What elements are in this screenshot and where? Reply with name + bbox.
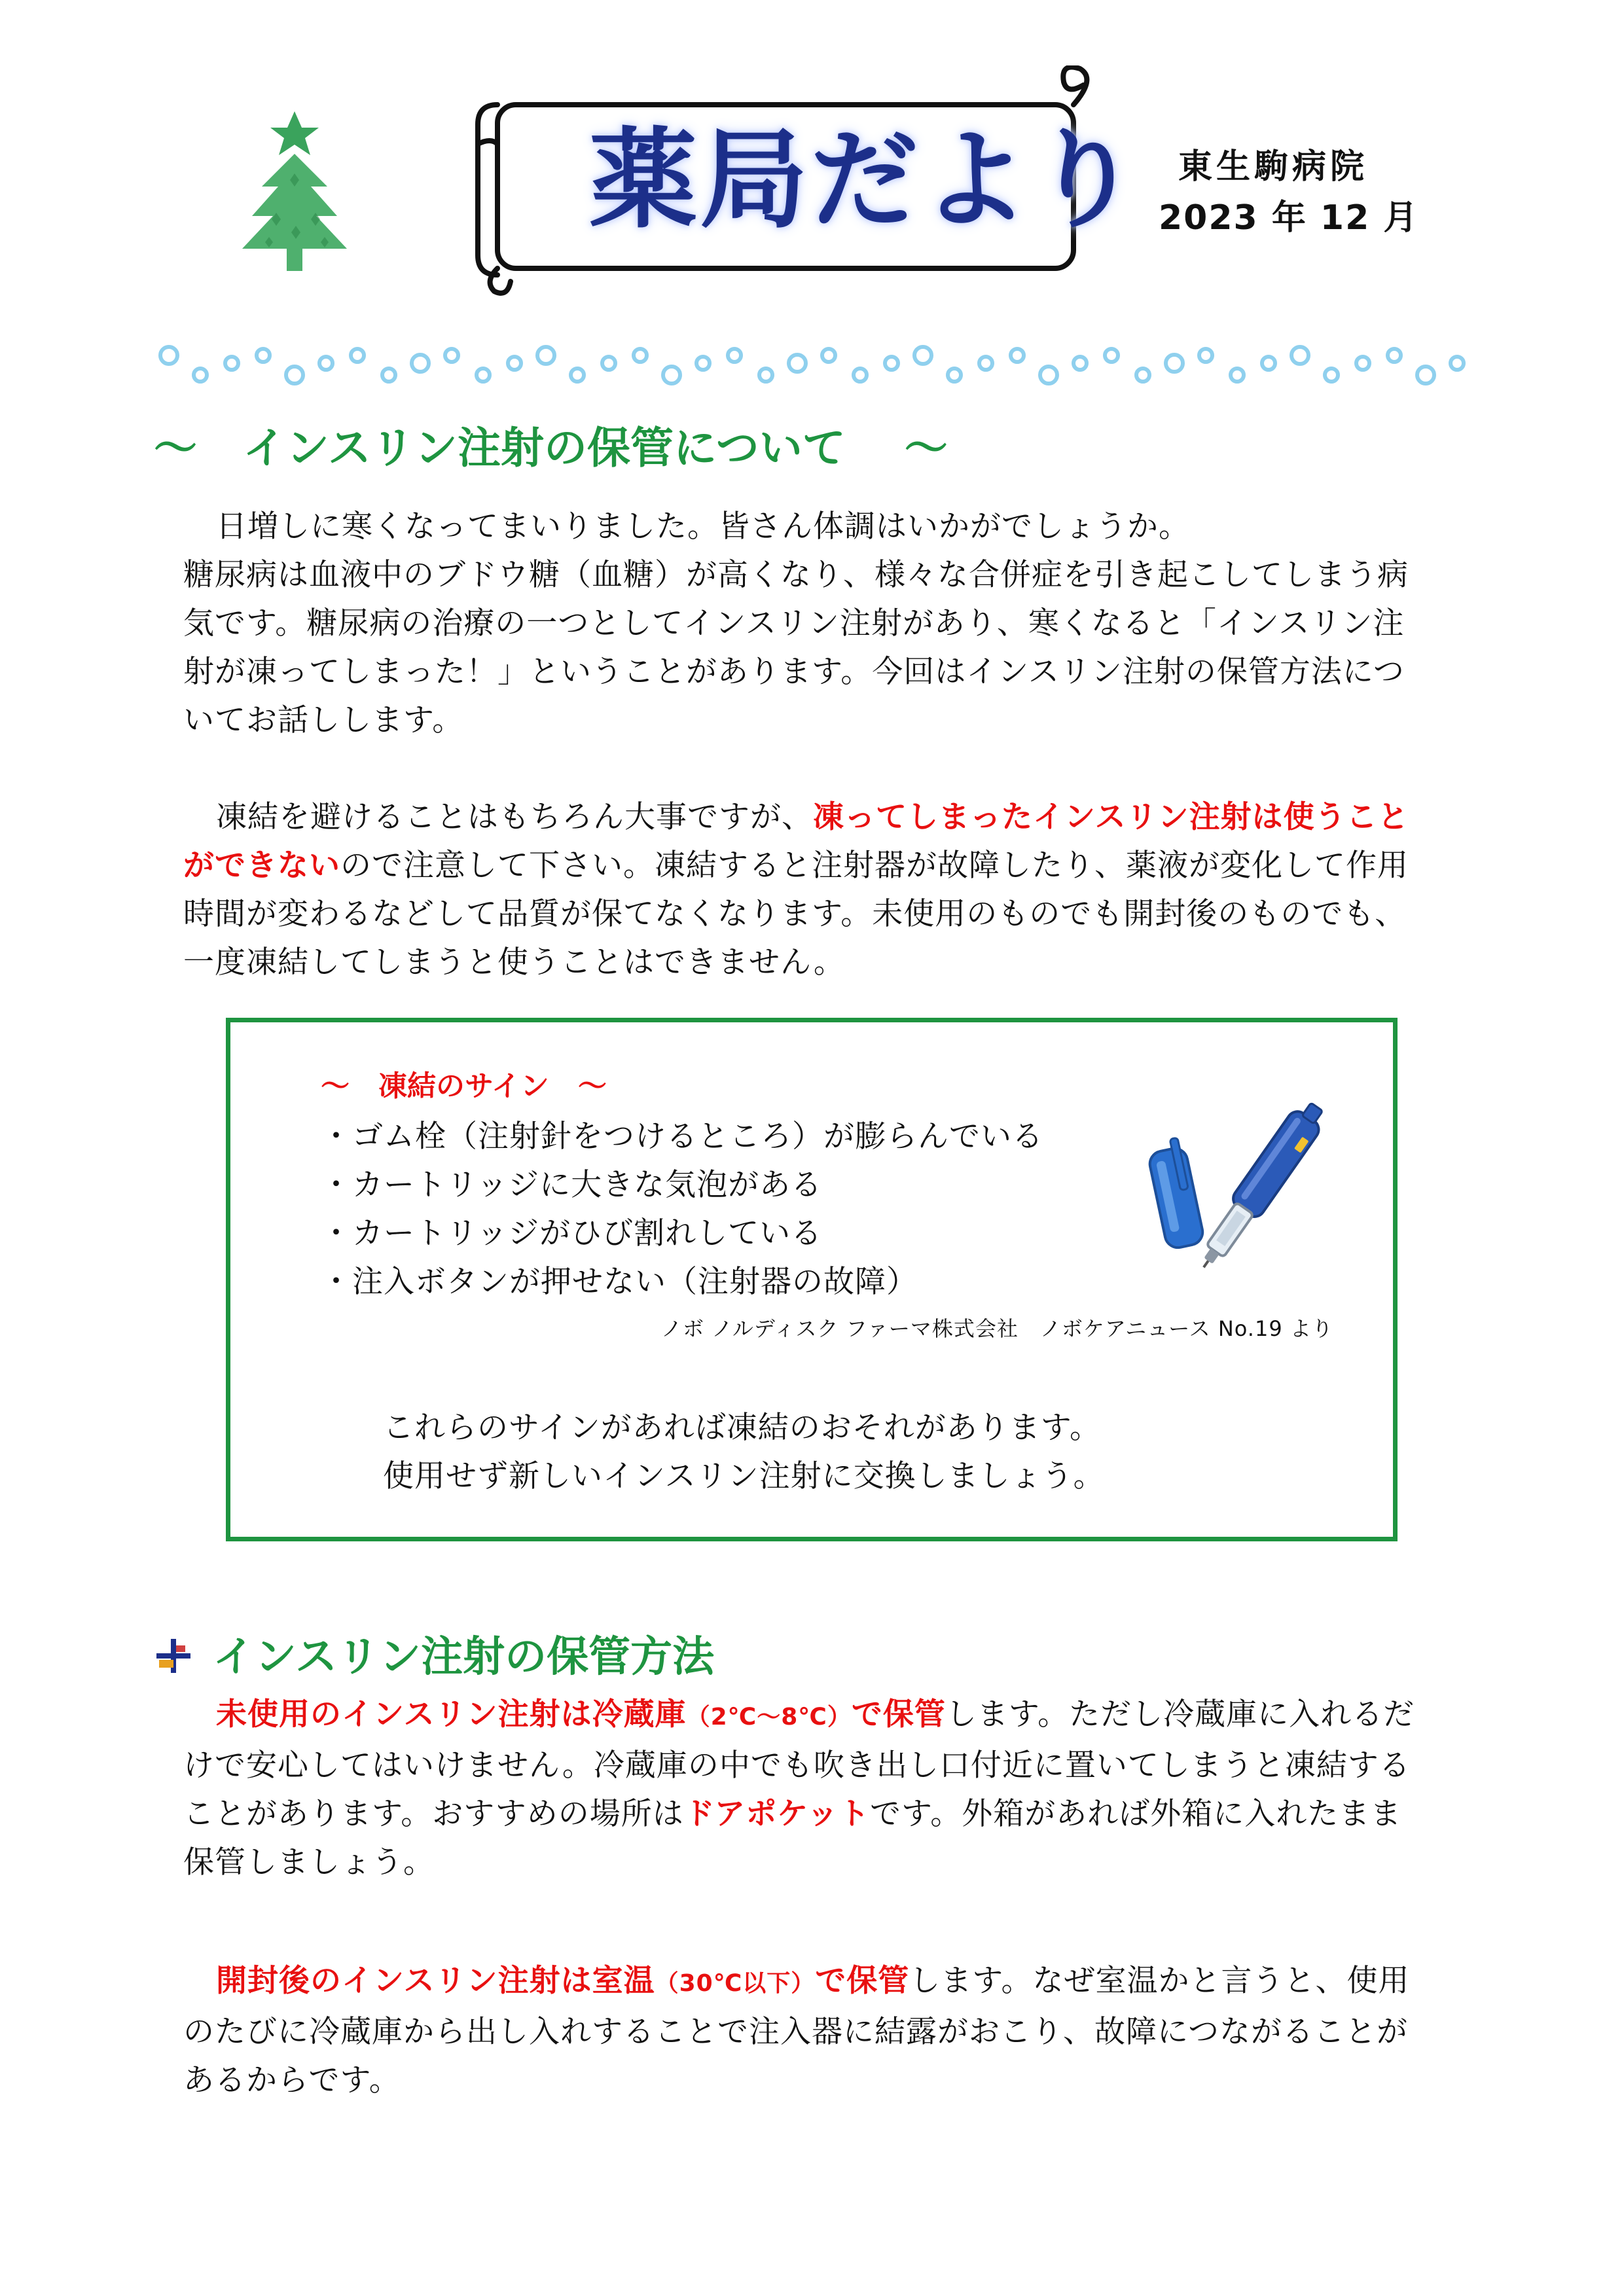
- temperature-range: （2℃～8℃）: [686, 1704, 852, 1731]
- decorative-ring: [1199, 349, 1212, 362]
- main-heading-text: インスリン注射の保管について: [243, 423, 846, 473]
- decorative-ring: [885, 357, 898, 370]
- main-heading: [154, 419, 948, 478]
- decorative-ring: [854, 368, 867, 382]
- storage-line: [183, 1790, 1466, 1839]
- decorative-ring: [319, 357, 333, 370]
- heading-tilde-left: ～: [154, 423, 197, 473]
- storage-heading: インスリン注射の保管方法: [213, 1633, 715, 1681]
- decorative-ring: [914, 347, 931, 364]
- decorative-ring: [1356, 357, 1369, 370]
- temperature-range: （30℃以下）: [655, 1970, 816, 1997]
- warning-text: 凍結を避けることはもちろん大事ですが、: [216, 799, 813, 835]
- warning-line: 時間が変わるなどして品質が保てなくなります。未使用のものでも開封後のものでも、: [183, 896, 1407, 932]
- intro-paragraph: [183, 503, 1466, 745]
- storage-line: [183, 1957, 1466, 2008]
- storage-line: 保管しましょう。: [183, 1844, 435, 1880]
- decorative-ring: [1291, 347, 1308, 364]
- warning-emphasis: 凍ってしまったインスリン注射は使うこと: [813, 799, 1409, 835]
- heading-tilde-right: ～: [904, 423, 948, 473]
- storage-line: [183, 1691, 1466, 1742]
- opened-storage-paragraph: [183, 1957, 1466, 2105]
- decorative-ring: [225, 357, 238, 370]
- door-pocket-emphasis: ドアポケット: [683, 1796, 870, 1832]
- decorative-ring: [1105, 349, 1118, 362]
- decorative-ring: [286, 367, 303, 384]
- decorative-ring: [445, 349, 458, 362]
- decorative-ring: [1388, 349, 1401, 362]
- list-item: ・ゴム栓（注射針をつけるところ）が膨らんでいる: [321, 1119, 1043, 1155]
- warning-emphasis: ができない: [183, 848, 340, 884]
- warning-line: [183, 793, 1466, 842]
- decorative-ring: [759, 368, 772, 382]
- storage-line: けで安心してはいけません。冷蔵庫の中でも吹き出し口付近に置いてしまうと凍結する: [183, 1748, 1411, 1784]
- storage-emphasis: で保管: [851, 1696, 946, 1732]
- intro-line: 日増しに寒くなってまいりました。皆さん体調はいかがでしょうか。: [216, 509, 1190, 545]
- decorative-ring: [1417, 367, 1434, 384]
- decorative-ring: [160, 347, 177, 364]
- cross-bullet-icon: [154, 1636, 193, 1676]
- decorative-dot-border: [157, 337, 1473, 396]
- freeze-warning-paragraph: [183, 793, 1466, 987]
- issue-date: 2023 年 12 月: [1159, 198, 1419, 238]
- source-citation: ノボ ノルディスク ファーマ株式会社 ノボケアニュース No.19 より: [661, 1316, 1333, 1341]
- decorative-ring: [1262, 357, 1275, 370]
- decorative-ring: [602, 357, 615, 370]
- warning-text: ので注意して下さい。凍結すると注射器が故障したり、薬液が変化して作用: [340, 848, 1409, 884]
- unopened-storage-paragraph: [183, 1691, 1466, 1887]
- decorative-ring: [1451, 357, 1464, 370]
- decorative-ring: [412, 355, 429, 372]
- storage-emphasis: 未使用のインスリン注射は冷蔵庫: [216, 1696, 687, 1732]
- decorative-ring: [1040, 367, 1057, 384]
- advice-line: これらのサインがあれば凍結のおそれがあります。: [383, 1410, 1101, 1446]
- freeze-sign-title: ～ 凍結のサイン ～: [321, 1069, 607, 1103]
- decorative-ring: [508, 357, 521, 370]
- intro-line: 糖尿病は血液中のブドウ糖（血糖）が高くなり、様々な合併症を引き起こしてしまう病: [183, 557, 1409, 593]
- decorative-ring: [477, 368, 490, 382]
- decorative-ring: [979, 357, 992, 370]
- decorative-ring: [1074, 357, 1087, 370]
- decorative-ring: [382, 368, 395, 382]
- freeze-advice: [383, 1404, 1105, 1501]
- list-item: ・カートリッジがひび割れしている: [321, 1215, 823, 1251]
- decorative-ring: [1325, 368, 1338, 382]
- decorative-ring: [789, 355, 806, 372]
- hospital-name: 東生駒病院: [1178, 147, 1369, 187]
- warning-line: 一度凍結してしまうと使うことはできません。: [183, 944, 845, 980]
- banner-title: 薬局だより: [589, 117, 1142, 243]
- storage-text: します。なぜ室温かと言うと、使用: [909, 1963, 1410, 1999]
- decorative-ring: [351, 349, 364, 362]
- storage-line: あるからです。: [183, 2062, 401, 2098]
- storage-text: ことがあります。おすすめの場所は: [183, 1796, 684, 1832]
- freeze-sign-list: [321, 1113, 1043, 1306]
- decorative-ring: [537, 347, 554, 364]
- decorative-ring: [696, 357, 710, 370]
- list-item: ・カートリッジに大きな気泡がある: [321, 1167, 823, 1203]
- intro-line: いてお話しします。: [183, 702, 464, 738]
- storage-text: します。ただし冷蔵庫に入れるだ: [945, 1696, 1415, 1732]
- decorative-ring: [571, 368, 584, 382]
- insulin-pen-icon: [1139, 1086, 1342, 1283]
- decorative-ring: [634, 349, 647, 362]
- intro-line: 気です。糖尿病の治療の一つとしてインスリン注射があり、寒くなると「インスリン注: [183, 605, 1405, 641]
- christmas-tree-icon: [232, 108, 357, 275]
- decorative-ring: [194, 368, 207, 382]
- decorative-ring: [822, 349, 835, 362]
- intro-line: 射が凍ってしまった！」ということがあります。今回はインスリン注射の保管方法につ: [183, 654, 1405, 690]
- decorative-ring: [663, 367, 680, 384]
- list-item: ・注入ボタンが押せない（注射器の故障）: [321, 1264, 918, 1300]
- storage-line: のたびに冷蔵庫から出し入れすることで注入器に結露がおこり、故障につながることが: [183, 2014, 1409, 2050]
- storage-emphasis: で保管: [815, 1963, 910, 1999]
- decorative-ring: [1011, 349, 1024, 362]
- decorative-ring: [1166, 355, 1183, 372]
- storage-text: です。外箱があれば外箱に入れたまま: [869, 1796, 1402, 1832]
- decorative-ring: [948, 368, 961, 382]
- decorative-ring: [1231, 368, 1244, 382]
- advice-line: 使用せず新しいインスリン注射に交換しましょう。: [383, 1458, 1105, 1494]
- decorative-ring: [1136, 368, 1149, 382]
- decorative-ring: [257, 349, 270, 362]
- decorative-ring: [728, 349, 741, 362]
- storage-emphasis: 開封後のインスリン注射は室温: [216, 1963, 655, 1999]
- warning-line: [183, 842, 1466, 890]
